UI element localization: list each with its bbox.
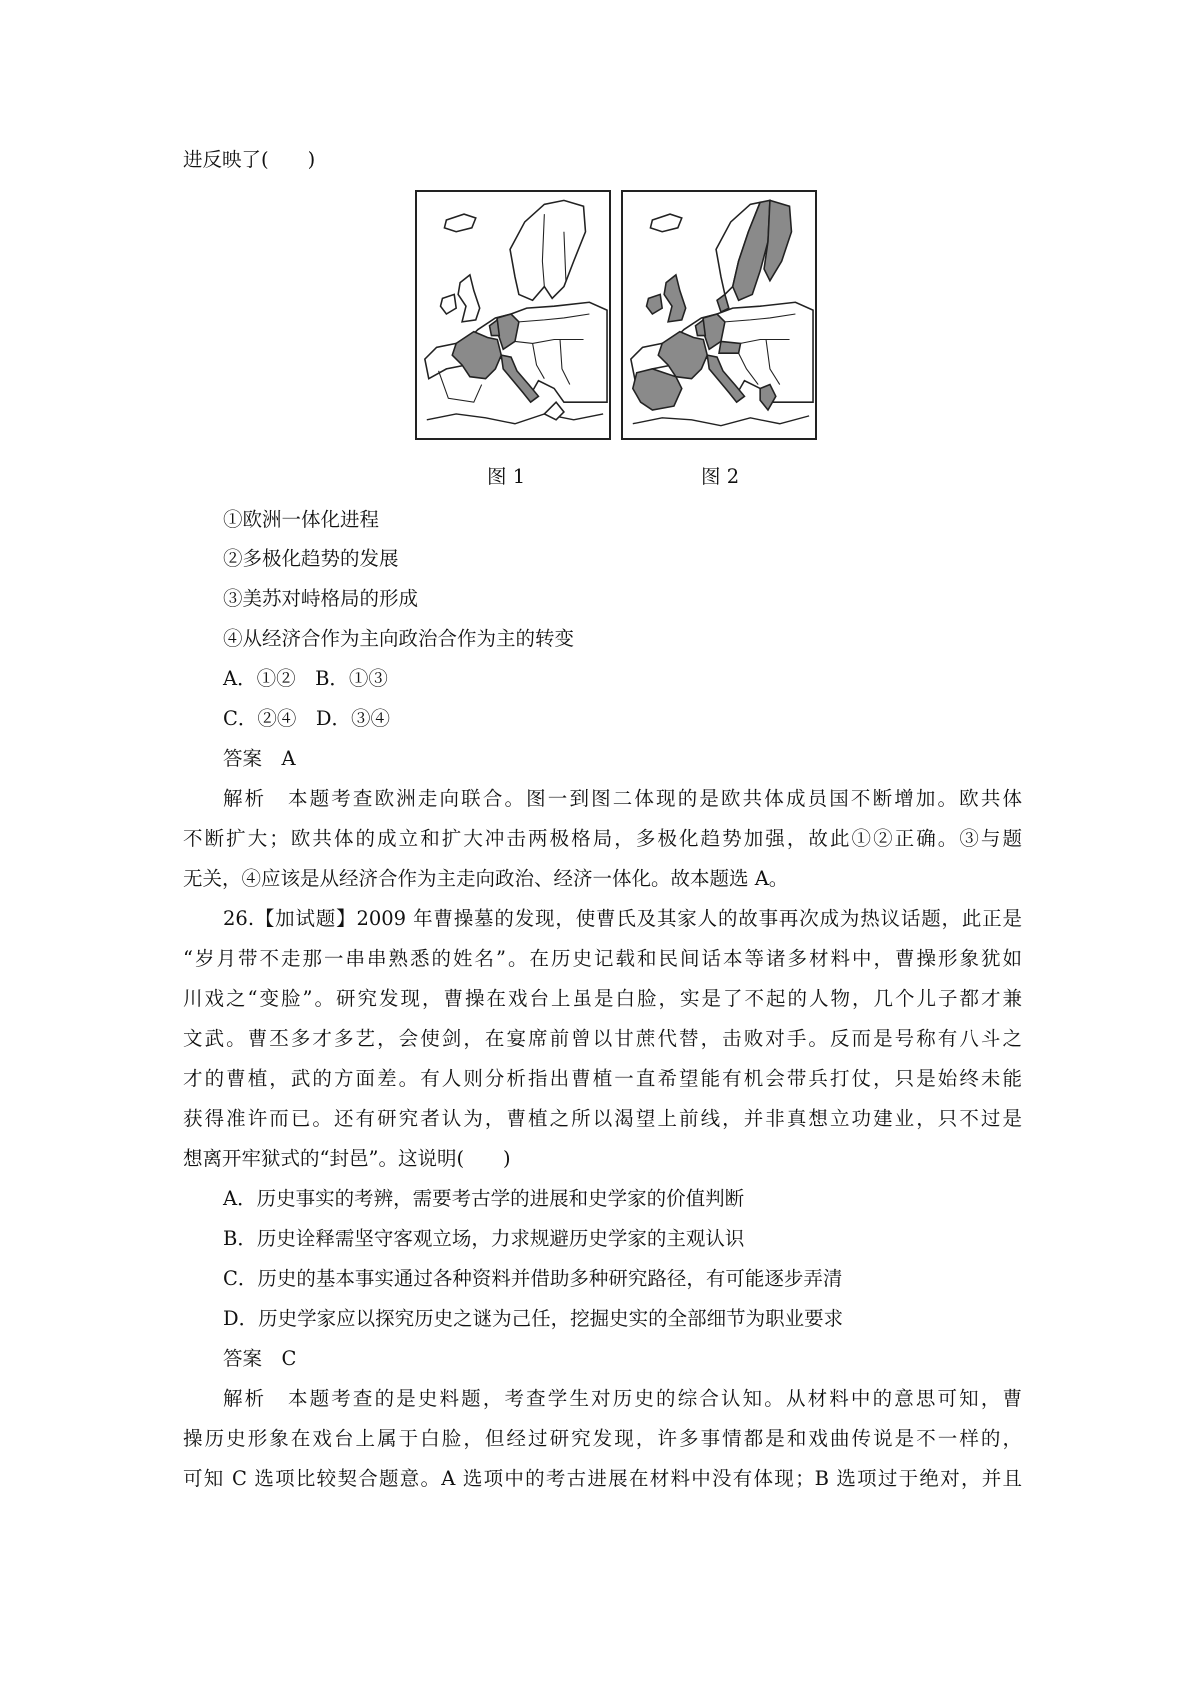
analysis-25-line-3: 无关，④应该是从经济合作为主走向政治、经济一体化。故本题选 A。: [183, 867, 789, 890]
item-2: ②多极化趋势的发展: [223, 547, 399, 570]
analysis-26-line-3: 可知 C 选项比较契合题意。A 选项中的考古进展在材料中没有体现；B 选项过于绝对，并且: [183, 1467, 1022, 1490]
answer-26: 答案 C: [223, 1347, 297, 1370]
analysis-25-line-1: 解析 本题考查欧洲走向联合。图一到图二体现的是欧共体成员国不断增加。欧共体: [223, 787, 1022, 810]
item-3: ③美苏对峙格局的形成: [223, 587, 419, 610]
item-1: ①欧洲一体化进程: [223, 508, 380, 531]
question-26-stem-line-6: 获得准许而已。还有研究者认为，曹植之所以渴望上前线，并非真想立功建业，只不过是: [183, 1107, 1022, 1130]
analysis-26-line-1: 解析 本题考查的是史料题，考查学生对历史的综合认知。从材料中的意思可知，曹: [223, 1387, 1022, 1410]
figure-1-caption: 图 1: [487, 465, 526, 488]
figure-maps: [415, 190, 835, 488]
question-26-stem-line-3: 川戏之“变脸”。研究发现，曹操在戏台上虽是白脸，实是了不起的人物，几个儿子都才兼: [183, 987, 1022, 1010]
question-26-stem-line-2: “岁月带不走那一串串熟悉的姓名”。在历史记载和民间话本等诸多材料中，曹操形象犹如: [183, 947, 1022, 970]
option-c: C．历史的基本事实通过各种资料并借助多种研究路径，有可能逐步弄清: [223, 1267, 843, 1290]
option-d: D．历史学家应以探究历史之谜为己任，挖掘史实的全部细节为职业要求: [223, 1307, 844, 1330]
options-line-1: A．①② B．①③: [223, 667, 388, 690]
europe-map-1: [415, 190, 611, 440]
item-4: ④从经济合作为主向政治合作为主的转变: [223, 627, 575, 650]
europe-map-2: [621, 190, 817, 440]
figure-2-caption: 图 2: [701, 465, 740, 488]
question-26-stem-line-1: 26.【加试题】2009 年曹操墓的发现，使曹氏及其家人的故事再次成为热议话题，此正是: [223, 907, 1022, 930]
option-b: B．历史诠释需坚守客观立场，力求规避历史学家的主观认识: [223, 1227, 745, 1250]
analysis-26-line-2: 操历史形象在戏台上属于白脸，但经过研究发现，许多事情都是和戏曲传说是不一样的，: [183, 1427, 1022, 1450]
options-line-2: C．②④ D．③④: [223, 707, 391, 730]
answer-25: 答案 A: [223, 747, 296, 770]
question-26-stem-line-7: 想离开牢狱式的“封邑”。这说明( ): [183, 1147, 511, 1170]
analysis-25-line-2: 不断扩大；欧共体的成立和扩大冲击两极格局，多极化趋势加强，故此①②正确。③与题: [183, 827, 1022, 850]
option-a: A．历史事实的考辨，需要考古学的进展和史学家的价值判断: [223, 1187, 745, 1210]
question-26-stem-line-4: 文武。曹丕多才多艺，会使剑，在宴席前曾以甘蔗代替，击败对手。反而是号称有八斗之: [183, 1027, 1022, 1050]
question-26-stem-line-5: 才的曹植，武的方面差。有人则分析指出曹植一直希望能有机会带兵打仗，只是始终未能: [183, 1067, 1022, 1090]
question-25-stem-tail: 进反映了( ): [183, 148, 316, 171]
